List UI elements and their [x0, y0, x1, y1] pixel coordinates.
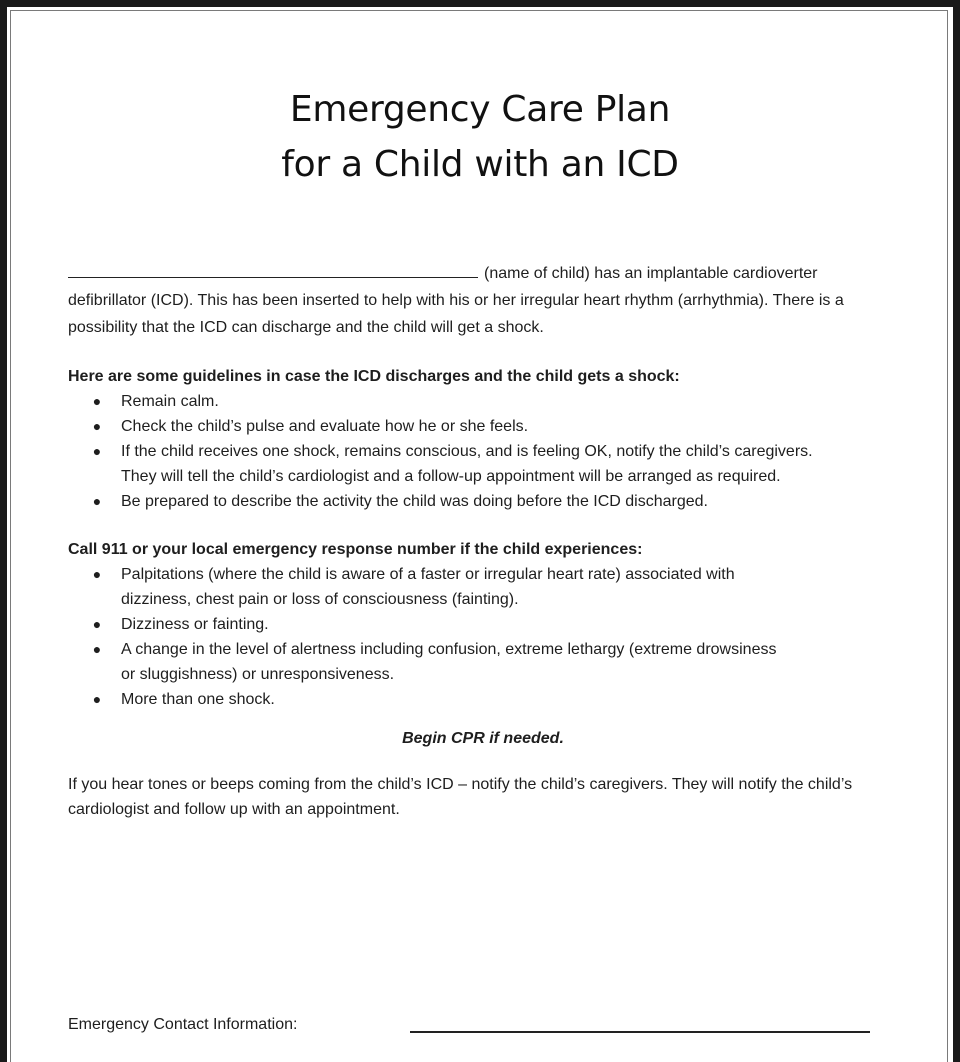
- emergency-contact-field[interactable]: [410, 1030, 870, 1033]
- emergency-contact-label: Emergency Contact Information:: [68, 1016, 298, 1033]
- call-911-heading: Call 911 or your local emergency response number if the child experiences:: [68, 541, 643, 558]
- title-line-1: Emergency Care Plan: [289, 89, 671, 130]
- bullet-icon: ●: [92, 443, 102, 459]
- bullet-icon: ●: [92, 641, 102, 657]
- child-name-blank[interactable]: [68, 265, 478, 278]
- intro-rest: cardioverter defibrillator (ICD). This has been inserted to help with his or her irregular heart rhythm (arrhythmia). There is a possibility that the ICD can discharge and the child will get a shock.: [68, 265, 844, 336]
- guidelines-list: [68, 389, 828, 514]
- list-item: ● Remain calm.: [68, 389, 828, 414]
- bullet-icon: ●: [92, 616, 102, 632]
- begin-cpr-note: Begin CPR if needed.: [402, 730, 564, 747]
- list-item: ● Dizziness or fainting.: [68, 612, 788, 637]
- list-item: ● Palpitations (where the child is aware of a faster or irregular heart rate) associated with dizziness, chest pain or loss of consciousness (fainting).: [68, 562, 788, 612]
- bullet-icon: ●: [92, 393, 102, 409]
- tones-paragraph: If you hear tones or beeps coming from the child’s ICD – notify the child’s caregivers. They will notify the child’s cardiologist and follow up with an appointment.: [68, 776, 853, 818]
- document-body: [68, 260, 898, 822]
- document-title: [0, 82, 960, 192]
- list-item: ● If the child receives one shock, remains conscious, and is feeling OK, notify the child’s caregivers. They will tell the child’s cardiologist and a follow-up appointment will be arranged as required.: [68, 439, 828, 489]
- bullet-icon: ●: [92, 418, 102, 434]
- list-item: ● Be prepared to describe the activity the child was doing before the ICD discharged.: [68, 489, 781, 514]
- list-item: ● More than one shock.: [68, 687, 788, 712]
- bullet-icon: ●: [92, 493, 102, 509]
- call-911-list: [68, 562, 788, 712]
- title-line-2: for a Child with an ICD: [281, 144, 679, 185]
- list-item: ● Check the child’s pulse and evaluate how he or she feels.: [68, 414, 828, 439]
- bullet-icon: ●: [92, 691, 102, 707]
- guidelines-heading: Here are some guidelines in case the ICD discharges and the child gets a shock:: [68, 368, 680, 385]
- intro-paragraph: [68, 260, 868, 341]
- bullet-icon: ●: [92, 566, 102, 582]
- intro-after-blank: (name of child) has an implantable: [484, 265, 729, 282]
- list-item: ● A change in the level of alertness including confusion, extreme lethargy (extreme drowsiness or sluggishness) or unresponsiveness.: [68, 637, 788, 687]
- inner-border-top: [10, 10, 948, 11]
